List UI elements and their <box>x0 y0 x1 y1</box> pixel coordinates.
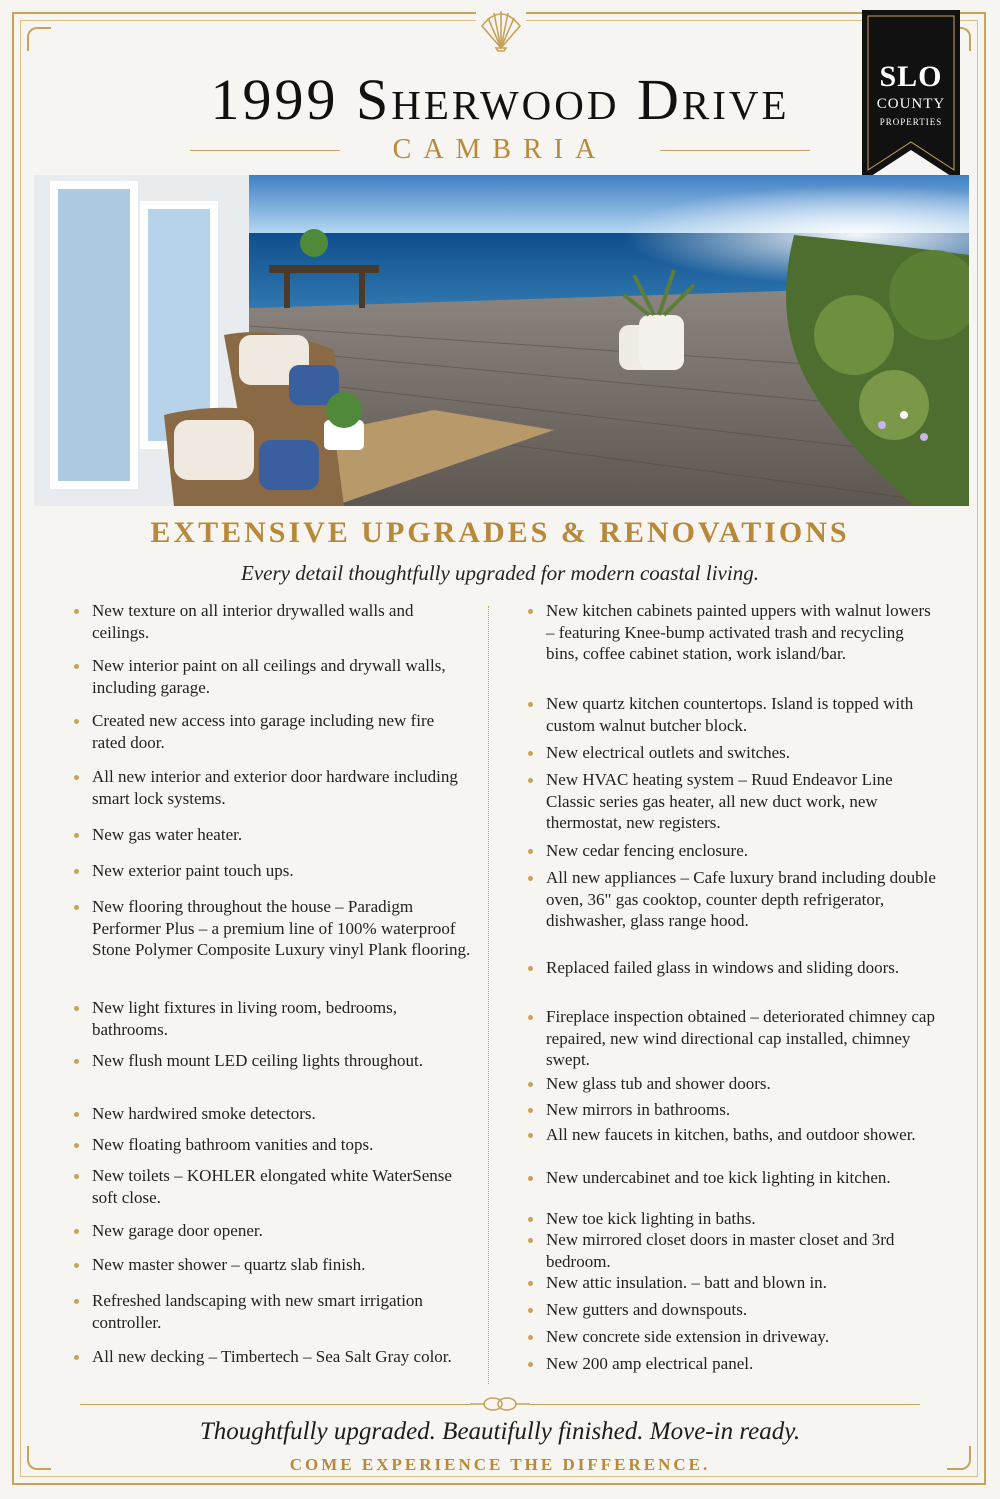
city-row <box>190 134 810 168</box>
section-tagline: Every detail thoughtfully upgraded for modern coastal living. <box>241 561 759 585</box>
deck-ocean-photo <box>34 175 969 506</box>
list-item: All new decking – Timbertech – Sea Salt Gray color. <box>72 1346 472 1368</box>
list-item: New interior paint on all ceilings and drywall walls, including garage. <box>72 655 472 698</box>
list-item: New garage door opener. <box>72 1220 472 1242</box>
list-item: New flush mount LED ceiling lights throughout. <box>72 1050 472 1072</box>
list-item: New 200 amp electrical panel. <box>526 1353 936 1375</box>
city-name: CAMBRIA <box>392 134 608 165</box>
list-item: Replaced failed glass in windows and sliding doors. <box>526 957 936 979</box>
list-item: New gutters and downspouts. <box>526 1299 936 1321</box>
divider-line <box>190 150 340 151</box>
brand-logo-slo: SLO <box>879 60 943 93</box>
list-item: All new appliances – Cafe luxury brand including double oven, 36" gas cooktop, counter depth refrigerator, dishwasher, glass range hood. <box>526 867 936 932</box>
list-item: New undercabinet and toe kick lighting in kitchen. <box>526 1167 936 1189</box>
list-item: New texture on all interior drywalled walls and ceilings. <box>72 600 472 643</box>
list-item: New toilets – KOHLER elongated white WaterSense soft close. <box>72 1165 472 1208</box>
ornament-icon <box>468 1394 532 1414</box>
call-to-action: COME EXPERIENCE THE DIFFERENCE. <box>289 1455 711 1474</box>
list-item: New flooring throughout the house – Paradigm Performer Plus – a premium line of 100% waterproof Stone Polymer Composite Luxury vinyl Plank flooring. <box>72 896 472 961</box>
list-item: New cedar fencing enclosure. <box>526 840 936 862</box>
list-item: New light fixtures in living room, bedrooms, bathrooms. <box>72 997 472 1040</box>
footer-divider <box>80 1404 470 1405</box>
list-item: New attic insulation. – batt and blown in. <box>526 1272 936 1294</box>
list-item: Fireplace inspection obtained – deteriorated chimney cap repaired, new wind directional cap installed, chimney swept. <box>526 1006 936 1071</box>
list-item: New mirrored closet doors in master closet and 3rd bedroom. <box>526 1229 936 1272</box>
list-item: All new faucets in kitchen, baths, and outdoor shower. <box>526 1124 936 1146</box>
list-item: Created new access into garage including new fire rated door. <box>72 710 472 753</box>
list-item: New floating bathroom vanities and tops. <box>72 1134 472 1156</box>
list-item: New glass tub and shower doors. <box>526 1073 936 1095</box>
list-item: New toe kick lighting in baths. <box>526 1208 936 1230</box>
list-item: New gas water heater. <box>72 824 472 846</box>
shell-icon <box>476 4 526 52</box>
list-item: New quartz kitchen countertops. Island is topped with custom walnut butcher block. <box>526 693 936 736</box>
property-address: 1999 Sherwood Drive <box>210 67 790 132</box>
list-item: New concrete side extension in driveway. <box>526 1326 936 1348</box>
corner-ornament <box>27 27 51 51</box>
list-item: New electrical outlets and switches. <box>526 742 936 764</box>
brand-logo-county: COUNTY <box>876 96 946 112</box>
list-item: New exterior paint touch ups. <box>72 860 472 882</box>
closing-statement: Thoughtfully upgraded. Beautifully finished. Move-in ready. <box>199 1418 801 1445</box>
list-item: New HVAC heating system – Ruud Endeavor Line Classic series gas heater, all new duct work, new thermostat, new registers. <box>526 769 936 834</box>
column-divider <box>488 606 489 1384</box>
list-item: New master shower – quartz slab finish. <box>72 1254 472 1276</box>
divider-line <box>660 150 810 151</box>
section-heading: EXTENSIVE UPGRADES & RENOVATIONS <box>150 516 850 549</box>
list-item: Refreshed landscaping with new smart irrigation controller. <box>72 1290 472 1333</box>
footer-divider <box>530 1404 920 1405</box>
list-item: New mirrors in bathrooms. <box>526 1099 936 1121</box>
list-item: New hardwired smoke detectors. <box>72 1103 472 1125</box>
list-item: New kitchen cabinets painted uppers with walnut lowers – featuring Knee-bump activated trash and recycling bins, coffee cabinet station, work island/bar. <box>526 600 936 665</box>
list-item: All new interior and exterior door hardware including smart lock systems. <box>72 766 472 809</box>
brand-logo-properties: PROPERTIES <box>879 117 943 127</box>
brand-ribbon <box>862 10 960 182</box>
